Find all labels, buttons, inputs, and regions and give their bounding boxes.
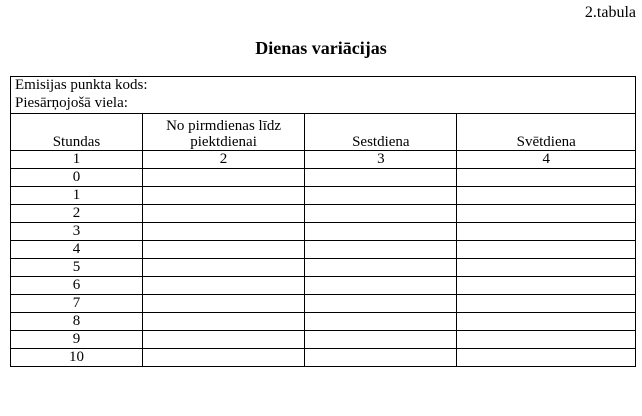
column-header-sunday: Svētdiena: [457, 114, 636, 151]
hour-cell: 7: [11, 295, 143, 313]
saturday-value-cell[interactable]: [305, 223, 457, 241]
hour-row: [11, 313, 636, 331]
hour-row: [11, 205, 636, 223]
weekday-value-cell[interactable]: [142, 313, 304, 331]
hour-cell: 0: [11, 169, 143, 187]
hour-row: [11, 295, 636, 313]
sunday-value-cell[interactable]: [457, 169, 636, 187]
sunday-value-cell[interactable]: [457, 277, 636, 295]
table-number: 2.tabula: [584, 4, 636, 21]
weekday-value-cell[interactable]: [142, 259, 304, 277]
document-title: Dienas variācijas: [255, 38, 387, 58]
weekday-value-cell[interactable]: [142, 331, 304, 349]
column-header-row: [11, 114, 636, 151]
sunday-value-cell[interactable]: [457, 205, 636, 223]
column-index: 2: [142, 151, 304, 169]
column-index: 4: [457, 151, 636, 169]
hour-cell: 4: [11, 241, 143, 259]
saturday-value-cell[interactable]: [305, 313, 457, 331]
saturday-value-cell[interactable]: [305, 259, 457, 277]
hour-row: [11, 331, 636, 349]
sunday-value-cell[interactable]: [457, 295, 636, 313]
saturday-value-cell[interactable]: [305, 331, 457, 349]
weekday-value-cell[interactable]: [142, 295, 304, 313]
hour-row: [11, 259, 636, 277]
hour-cell: 10: [11, 349, 143, 367]
hour-cell: 2: [11, 205, 143, 223]
sunday-value-cell[interactable]: [457, 241, 636, 259]
saturday-value-cell[interactable]: [305, 277, 457, 295]
saturday-value-cell[interactable]: [305, 241, 457, 259]
weekday-value-cell[interactable]: [142, 349, 304, 367]
weekday-value-cell[interactable]: [142, 187, 304, 205]
hour-row: [11, 187, 636, 205]
saturday-value-cell[interactable]: [305, 295, 457, 313]
hour-cell: 3: [11, 223, 143, 241]
column-header-hours: Stundas: [11, 114, 143, 151]
weekday-value-cell[interactable]: [142, 169, 304, 187]
column-index-row: [11, 151, 636, 169]
hour-row: [11, 241, 636, 259]
hour-cell: 6: [11, 277, 143, 295]
column-header-weekdays: No pirmdienas līdz piektdienai: [142, 114, 304, 151]
saturday-value-cell[interactable]: [305, 169, 457, 187]
hour-cell: 1: [11, 187, 143, 205]
sunday-value-cell[interactable]: [457, 313, 636, 331]
sunday-value-cell[interactable]: [457, 331, 636, 349]
hour-row: [11, 223, 636, 241]
hour-row: [11, 169, 636, 187]
hour-cell: 5: [11, 259, 143, 277]
column-header-saturday: Sestdiena: [305, 114, 457, 151]
emission-point-code-label: Emisijas punkta kods:: [15, 77, 148, 93]
weekday-value-cell[interactable]: [142, 223, 304, 241]
weekday-value-cell[interactable]: [142, 277, 304, 295]
daily-variation-table: [10, 76, 636, 367]
weekday-value-cell[interactable]: [142, 205, 304, 223]
column-index: 1: [11, 151, 143, 169]
hour-row: [11, 277, 636, 295]
saturday-value-cell[interactable]: [305, 205, 457, 223]
hour-row: [11, 349, 636, 367]
sunday-value-cell[interactable]: [457, 187, 636, 205]
saturday-value-cell[interactable]: [305, 187, 457, 205]
saturday-value-cell[interactable]: [305, 349, 457, 367]
column-index: 3: [305, 151, 457, 169]
hour-cell: 8: [11, 313, 143, 331]
hour-cell: 9: [11, 331, 143, 349]
sunday-value-cell[interactable]: [457, 223, 636, 241]
weekday-value-cell[interactable]: [142, 241, 304, 259]
sunday-value-cell[interactable]: [457, 349, 636, 367]
info-header: [11, 77, 636, 114]
pollutant-label: Piesārņojošā viela:: [15, 95, 128, 111]
sunday-value-cell[interactable]: [457, 259, 636, 277]
